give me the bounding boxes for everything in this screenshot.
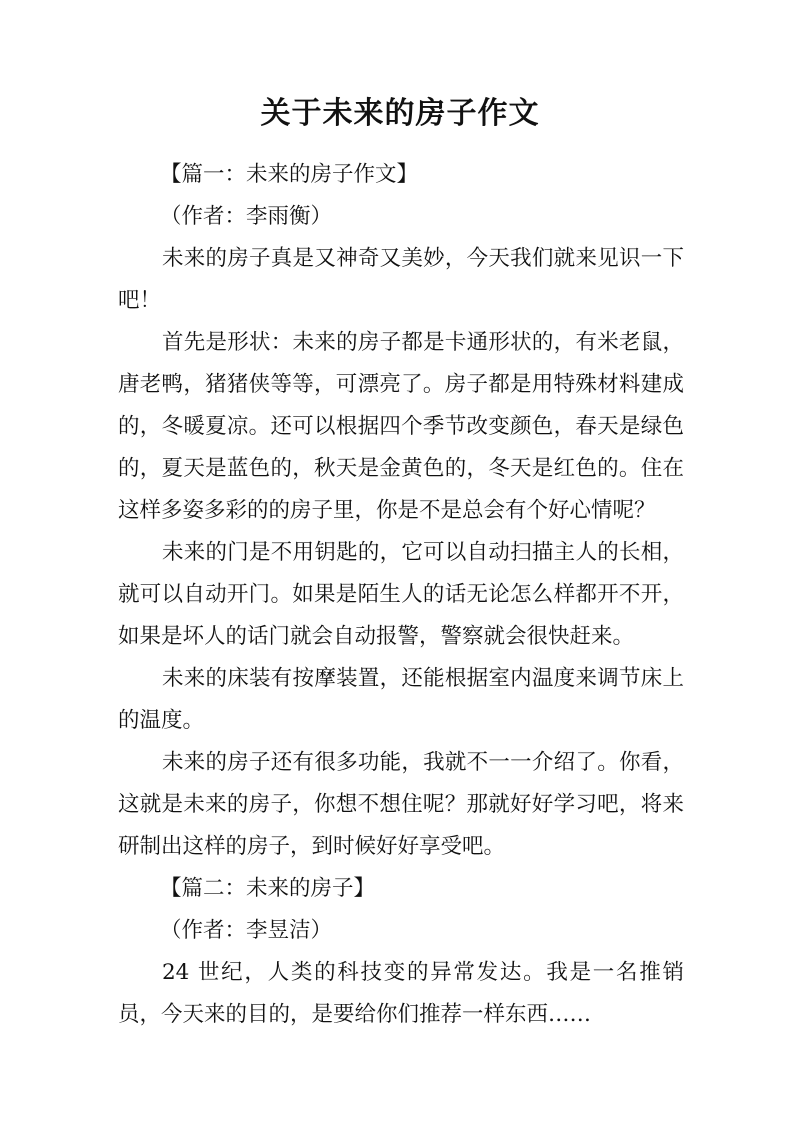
section-2-author: （作者：李昱洁） (160, 918, 333, 943)
section-1-paragraph-3: 未来的门是不用钥匙的，它可以自动扫描主人的长相，就可以自动开门。如果是陌生人的话无论怎么样都开不开，如果是坏人的话门就会自动报警，警察就会很快赶来。 (118, 540, 684, 649)
section-1-heading: 【篇一：未来的房子作文】 (160, 162, 419, 187)
section-1-author: （作者：李雨衡） (160, 204, 333, 229)
document-title: 关于未来的房子作文 (260, 96, 540, 131)
section-1-paragraph-2: 首先是形状：未来的房子都是卡通形状的，有米老鼠，唐老鸭，猪猪侠等等，可漂亮了。房子都是用特殊材料建成的，冬暖夏凉。还可以根据四个季节改变颜色，春天是绿色的，夏天是蓝色的，秋天是金黄色的，冬天是红色的。住在这样多姿多彩的的房子里，你是不是总会有个好心情呢？ (118, 330, 684, 523)
section-1-paragraph-1: 未来的房子真是又神奇又美妙，今天我们就来见识一下吧！ (118, 246, 684, 313)
document-body (118, 154, 684, 1036)
section-2-heading: 【篇二：未来的房子】 (160, 876, 376, 901)
section-1-paragraph-4: 未来的床装有按摩装置，还能根据室内温度来调节床上的温度。 (118, 666, 684, 733)
section-1-paragraph-5: 未来的房子还有很多功能，我就不一一介绍了。你看，这就是未来的房子，你想不想住呢？那就好好学习吧，将来研制出这样的房子，到时候好好享受吧。 (118, 750, 684, 859)
section-2-paragraph-1: 24 世纪，人类的科技变的异常发达。我是一名推销员，今天来的目的，是要给你们推荐一样东西…… (118, 960, 684, 1027)
